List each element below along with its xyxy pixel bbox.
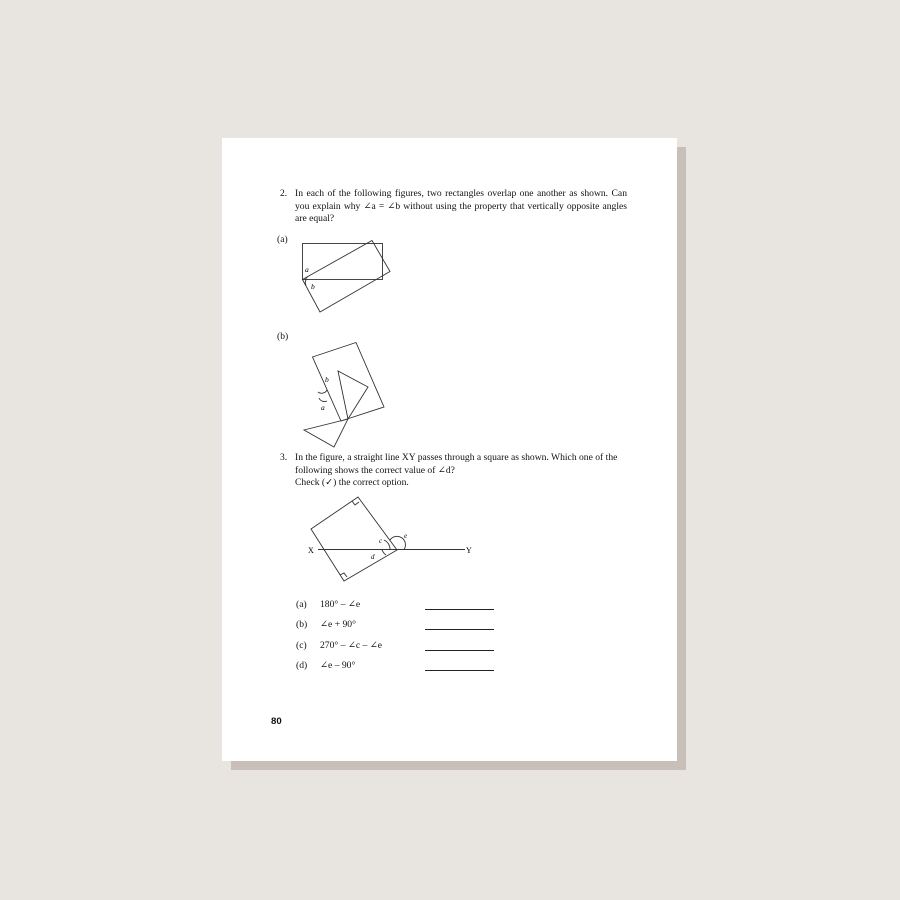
option-d-answer-line[interactable] xyxy=(425,670,494,671)
option-a-label: (a) xyxy=(296,599,307,610)
question-3-text xyxy=(295,452,635,490)
part-a-label: (a) xyxy=(277,234,288,245)
page-number: 80 xyxy=(271,716,282,727)
question-2-text: In each of the following figures, two rectangles overlap one another as shown. Can you explain why ∠a = ∠b without using the property that vertically opposite angles are equal? xyxy=(295,188,627,225)
question-3-number: 3. xyxy=(280,452,288,463)
fig2a-label-b: b xyxy=(311,282,315,291)
question-2-number: 2. xyxy=(280,188,288,199)
figure-2a xyxy=(292,233,402,318)
fig2a-label-a: a xyxy=(305,265,309,274)
option-a-answer-line[interactable] xyxy=(425,609,494,610)
option-b-text: ∠e + 90° xyxy=(320,619,356,630)
fig3-label-e: e xyxy=(404,532,408,540)
fig3-angle-arc-c xyxy=(384,540,390,549)
question-3-prompt: In the figure, a straight line XY passes through a square as shown. Which one of the following shows the correct value of ∠d? xyxy=(295,452,618,476)
option-c-answer-line[interactable] xyxy=(425,650,494,651)
fig2a-rectangle-tilted xyxy=(303,241,391,313)
option-c-label: (c) xyxy=(296,640,307,651)
figure-2b xyxy=(300,340,390,450)
question-2 xyxy=(280,188,628,228)
fig3-label-x: X xyxy=(308,546,314,555)
part-b-label: (b) xyxy=(277,331,289,342)
fig3-label-c: c xyxy=(379,537,383,545)
option-b-label: (b) xyxy=(296,619,308,630)
fig3-square xyxy=(311,497,397,581)
option-c[interactable] xyxy=(296,640,496,654)
fig2b-angle-arc-b xyxy=(318,390,327,393)
fig3-label-y: Y xyxy=(466,546,472,555)
fig2a-angle-arc-b xyxy=(305,280,306,286)
question-3-instruction: Check (✓) the correct option. xyxy=(295,477,409,489)
option-a[interactable] xyxy=(296,599,496,613)
option-b[interactable] xyxy=(296,619,496,633)
option-c-text: 270° – ∠c – ∠e xyxy=(320,640,383,651)
option-d-text: ∠e – 90° xyxy=(320,660,356,671)
fig3-right-angle-top xyxy=(352,501,359,505)
option-b-answer-line[interactable] xyxy=(425,629,494,630)
fig3-label-d: d xyxy=(371,553,375,561)
option-d[interactable] xyxy=(296,660,496,674)
option-a-text: 180° – ∠e xyxy=(320,599,361,610)
document-page xyxy=(222,138,677,761)
fig2b-label-b: b xyxy=(325,375,329,384)
figure-3 xyxy=(302,493,482,593)
fig2b-angle-arc-a xyxy=(319,398,327,402)
option-d-label: (d) xyxy=(296,660,308,671)
question-3 xyxy=(280,452,628,492)
fig2b-label-a: a xyxy=(321,403,325,412)
fig2a-angle-arc-a xyxy=(306,276,309,279)
fig2a-rectangle-horizontal xyxy=(303,244,383,280)
fig3-angle-arc-d xyxy=(382,550,386,556)
